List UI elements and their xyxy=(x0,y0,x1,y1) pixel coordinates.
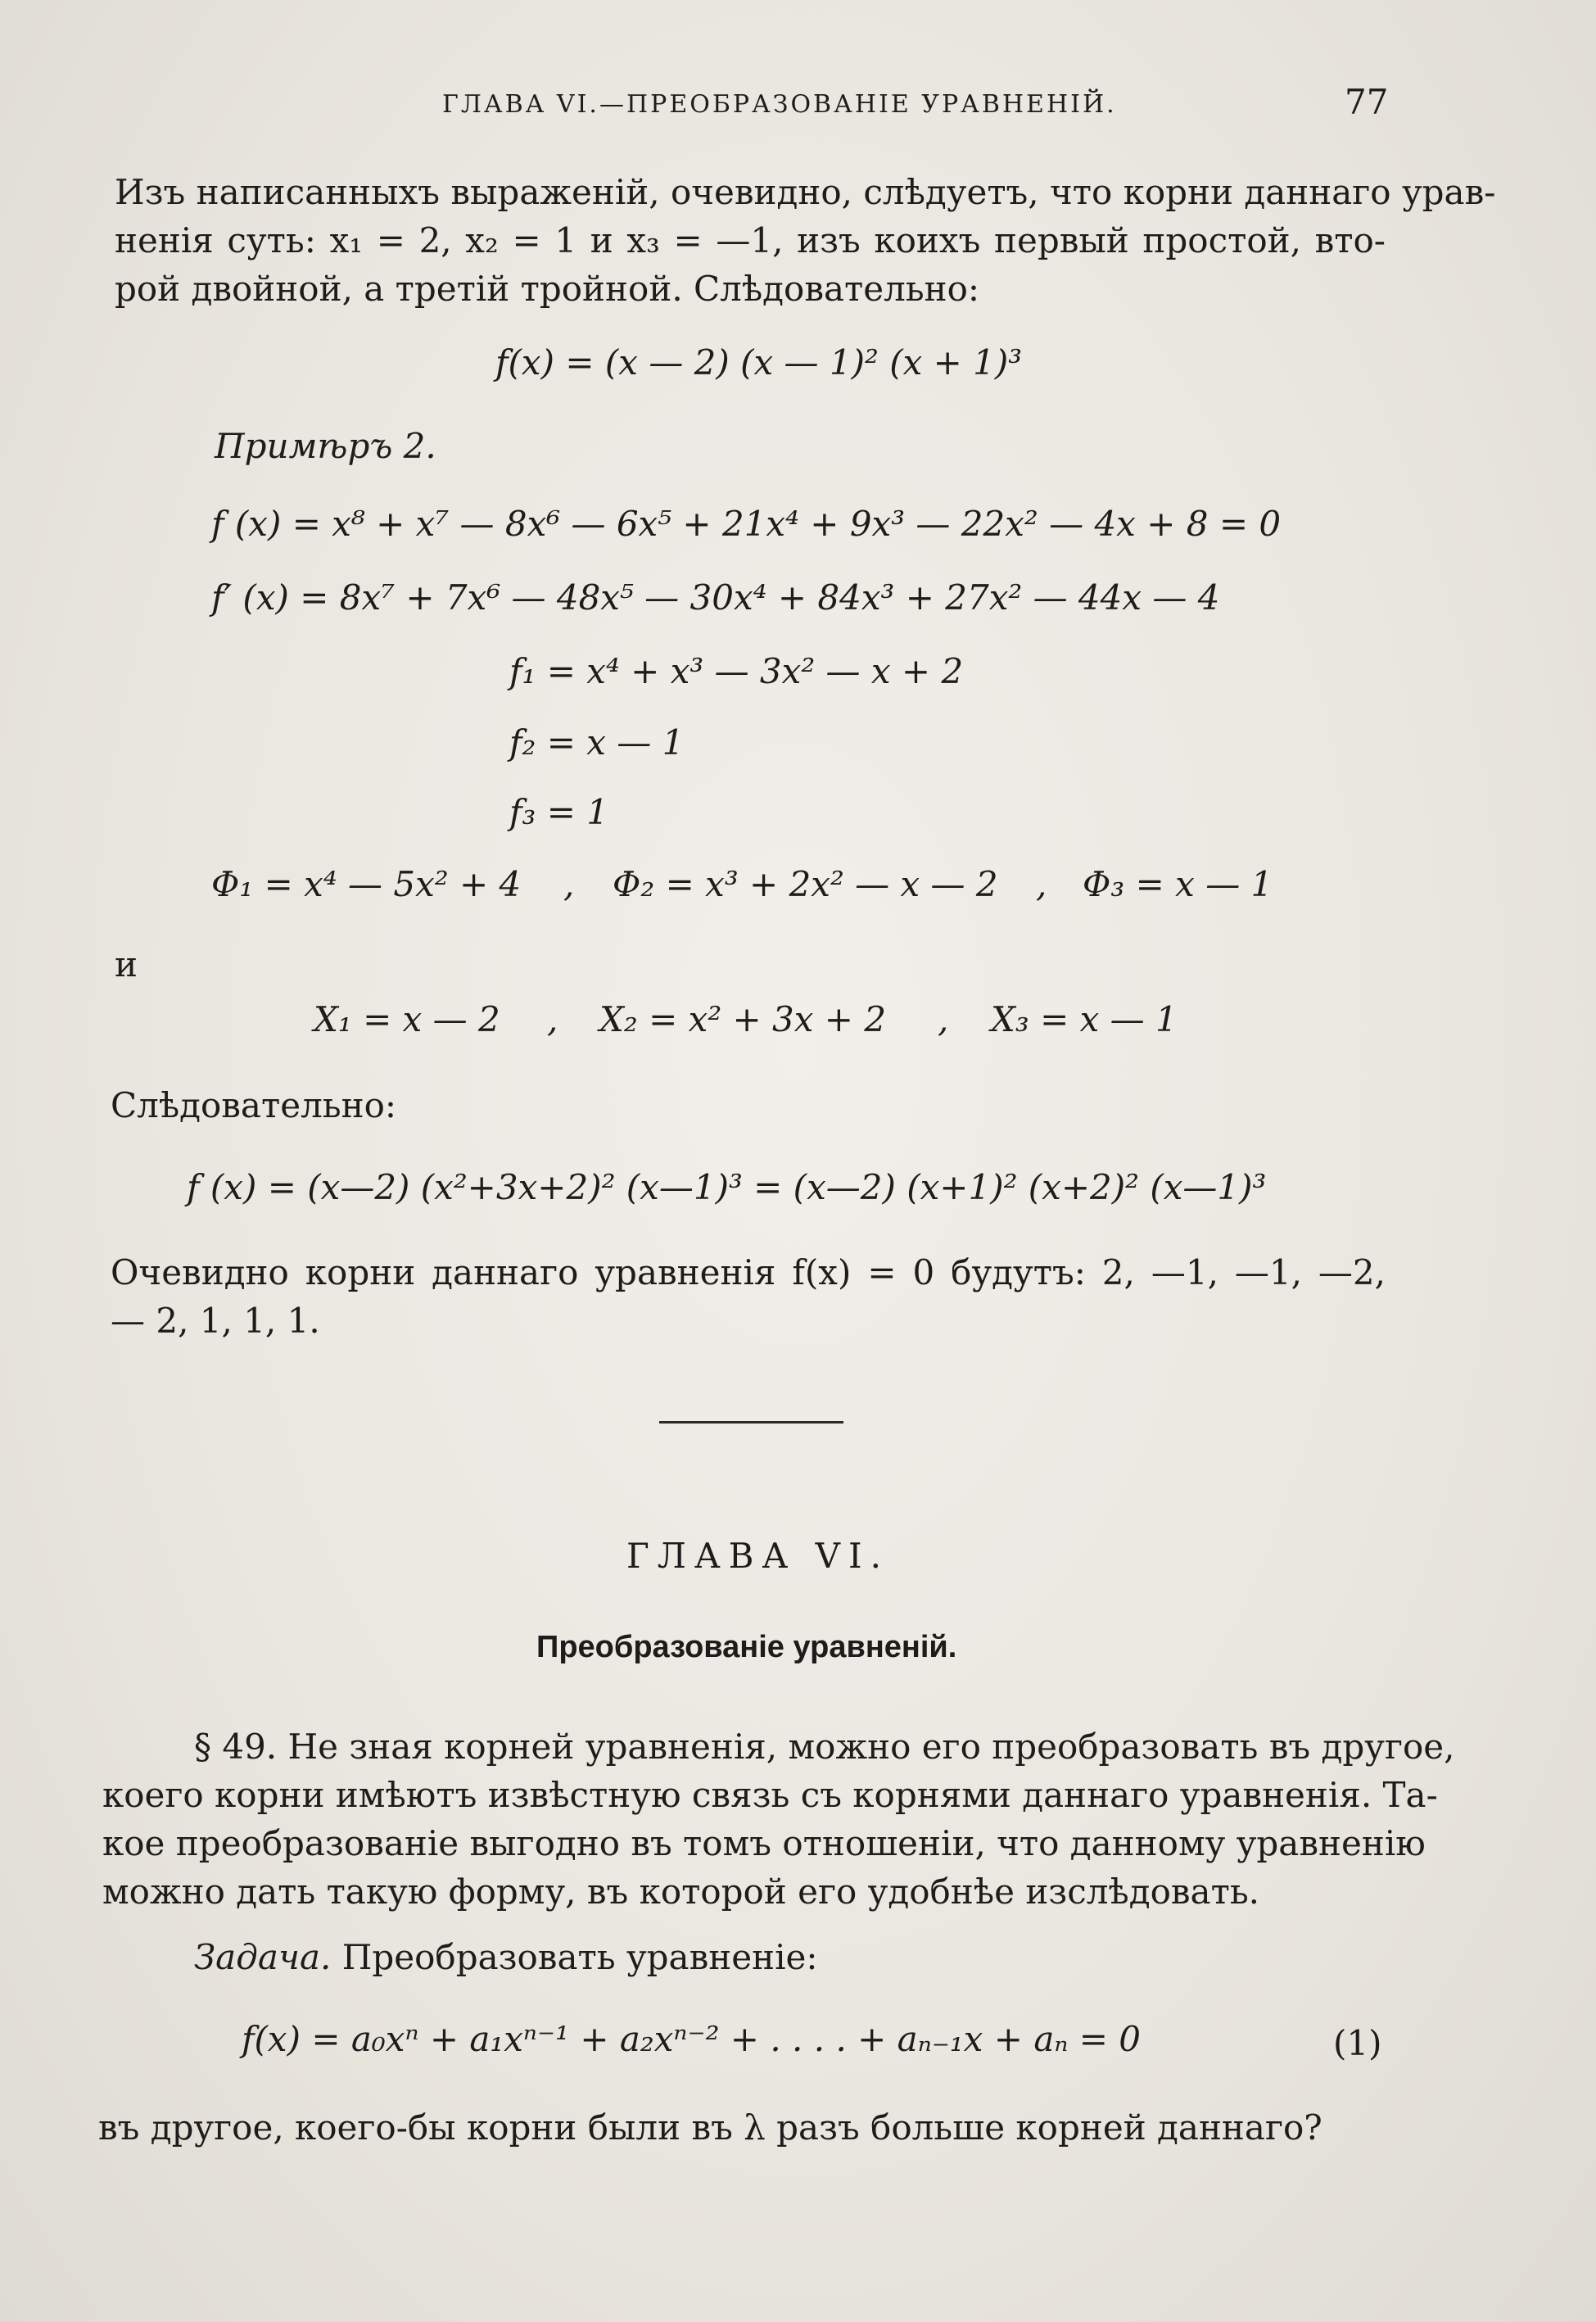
paragraph-line: ненія суть: x₁ = 2, x₂ = 1 и x₃ = —1, изъ коихъ первый простой, вто- xyxy=(115,220,1386,260)
equation-phi1: Φ₁ = x⁴ — 5x² + 4 xyxy=(211,864,522,904)
paragraph-line: коего корни имѣютъ извѣстную связь съ корнями даннаго уравненія. Та- xyxy=(102,1775,1438,1815)
conjunction-and: и xyxy=(115,944,138,984)
separator-comma: , xyxy=(563,864,575,904)
section-divider xyxy=(659,1421,843,1424)
task-text: Преобразовать уравненіе: xyxy=(341,1937,818,1977)
paragraph-line: Изъ написанныхъ выраженій, очевидно, слѣдуетъ, что корни даннаго урав- xyxy=(115,172,1496,212)
task-label: Задача. xyxy=(194,1937,332,1977)
therefore-text: Слѣдовательно: xyxy=(111,1085,397,1125)
task-line xyxy=(194,1933,818,1982)
equation-polynomial: f(x) = a₀xⁿ + a₁xⁿ⁻¹ + a₂xⁿ⁻² + . . . . + aₙ₋₁x + aₙ = 0 xyxy=(242,2019,1142,2059)
equation-f3: f₃ = 1 xyxy=(509,792,608,832)
chapter-subtitle: Преобразованіе уравненій. xyxy=(536,1630,957,1664)
separator-comma: , xyxy=(547,999,558,1039)
equation-x2: X₂ = x² + 3x + 2 xyxy=(599,999,887,1039)
section-49-paragraph xyxy=(102,1722,1455,1916)
roots-paragraph xyxy=(111,1248,1386,1345)
equation-f1: f₁ = x⁴ + x³ — 3x² — x + 2 xyxy=(509,651,964,691)
equation-x1: X₁ = x — 2 xyxy=(314,999,500,1039)
paragraph-line: кое преобразованіе выгодно въ томъ отношеніи, что данному уравненію xyxy=(102,1823,1426,1863)
example-label: Примѣръ 2. xyxy=(215,426,436,466)
equation-phi3: Φ₃ = x — 1 xyxy=(1083,864,1273,904)
equation-f2: f₂ = x — 1 xyxy=(509,722,685,763)
equation-f-prime: f′ (x) = 8x⁷ + 7x⁶ — 48x⁵ — 30x⁴ + 84x³ + 27x² — 44x — 4 xyxy=(211,577,1220,618)
equation-f: f (x) = x⁸ + x⁷ — 8x⁶ — 6x⁵ + 21x⁴ + 9x³ — 22x² — 4x + 8 = 0 xyxy=(211,504,1282,544)
final-question: въ другое, коего-бы корни были въ λ разъ больше корней даннаго? xyxy=(98,2107,1322,2148)
separator-comma: , xyxy=(938,999,949,1039)
equation-phi2: Φ₂ = x³ + 2x² — x — 2 xyxy=(613,864,998,904)
equation-number: (1) xyxy=(1333,2023,1382,2063)
paragraph-line: Очевидно корни даннаго уравненія f(x) = 0 будутъ: 2, —1, —1, —2, xyxy=(111,1252,1386,1292)
equation-x3: X₃ = x — 1 xyxy=(991,999,1178,1039)
separator-comma: , xyxy=(1036,864,1047,904)
running-header: ГЛАВА VI.—ПРЕОБРАЗОВАНІЕ УРАВНЕНІЙ. xyxy=(442,90,1117,119)
paragraph-line: § 49. Не зная корней уравненія, можно его преобразовать въ другое, xyxy=(194,1727,1455,1767)
paragraph-line: можно дать такую форму, въ которой его удобнѣе изслѣдовать. xyxy=(102,1872,1260,1912)
equation-full-factorization: f (x) = (x—2) (x²+3x+2)² (x—1)³ = (x—2) (x+1)² (x+2)² (x—1)³ xyxy=(187,1167,1267,1207)
paragraph-line: — 2, 1, 1, 1. xyxy=(111,1301,320,1341)
equation-factorization: f(x) = (x — 2) (x — 1)² (x + 1)³ xyxy=(495,342,1023,382)
intro-paragraph xyxy=(115,168,1496,313)
page-number: 77 xyxy=(1345,82,1389,122)
paragraph-line: рой двойной, а третій тройной. Слѣдовательно: xyxy=(115,269,980,309)
chapter-title: ГЛАВА VI. xyxy=(626,1536,889,1576)
